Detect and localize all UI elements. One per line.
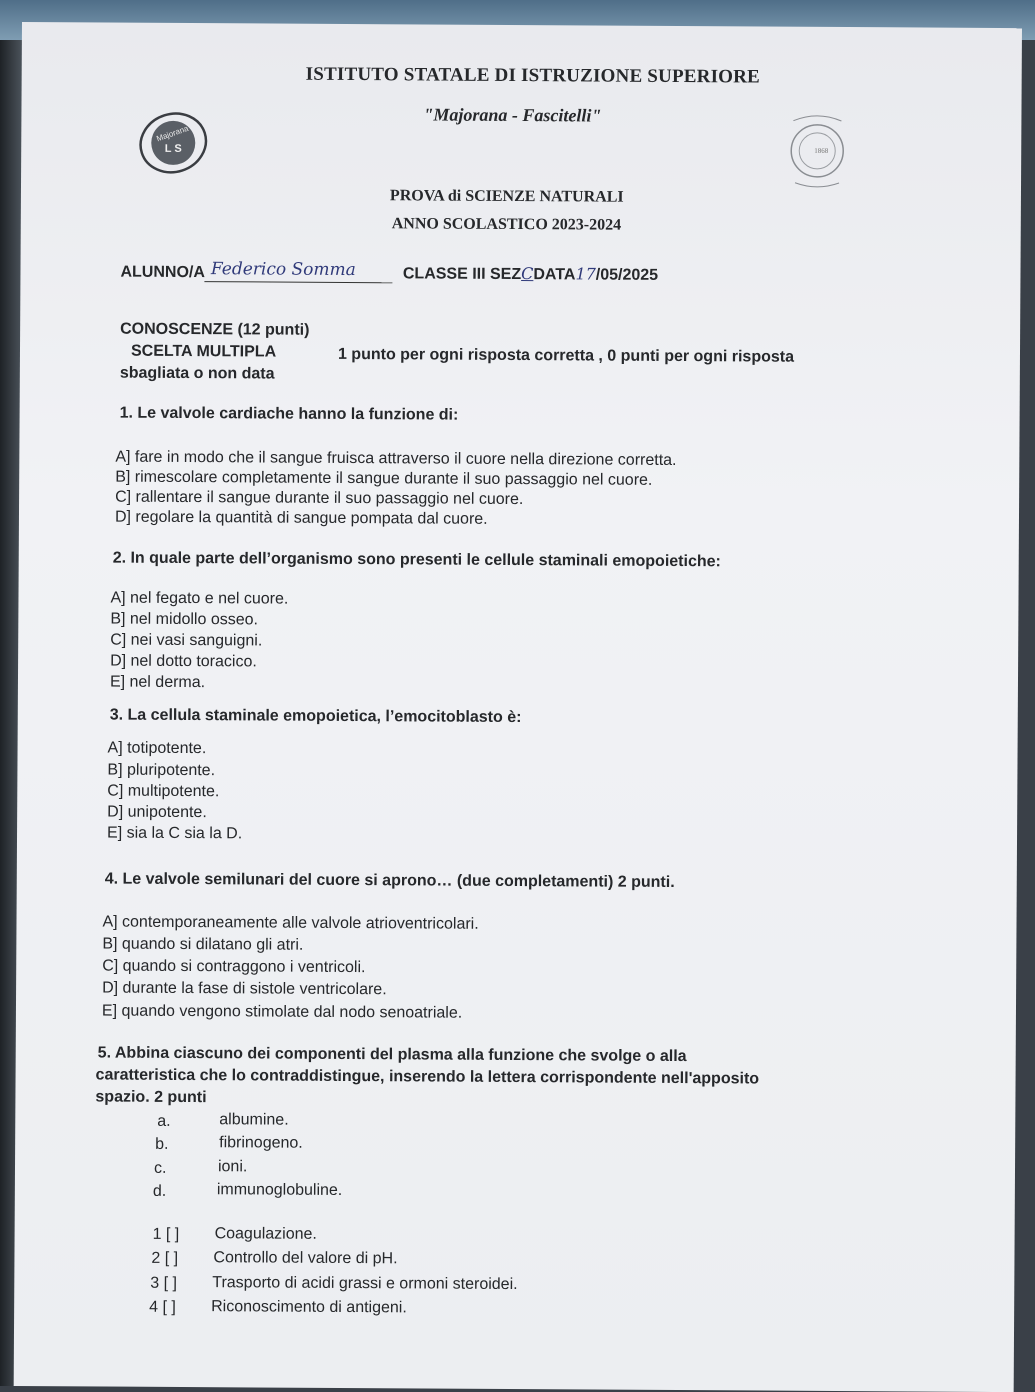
q2-option-d: D] nel dotto toracico.: [110, 652, 257, 671]
school-name: "Majorana - Fascitelli": [423, 104, 602, 126]
section-scoring: 1 punto per ogni risposta corretta , 0 punti per ogni risposta: [337, 345, 795, 366]
question-5-line-3: spazio. 2 punti: [95, 1088, 207, 1107]
section-title: CONOSCENZE (12 punti): [120, 320, 310, 339]
q1-option-d: D] regolare la quantità di sangue pompata dal cuore.: [114, 508, 488, 528]
exam-sheet: [14, 22, 1022, 1392]
function-1-text: Coagulazione.: [214, 1225, 317, 1243]
logo-left-letters: L S: [164, 142, 182, 155]
function-1-bracket: 1 [ ]: [152, 1225, 180, 1243]
function-2-text: Controllo del valore di pH.: [213, 1249, 398, 1268]
section-scoring-cont: sbagliata o non data: [119, 364, 275, 383]
question-3: 3. La cellula staminale emopoietica, l’emocitoblasto è:: [109, 706, 522, 727]
q3-option-b: B] pluripotente.: [107, 761, 216, 780]
question-2: 2. In quale parte dell’organismo sono presenti le cellule staminali emopoietiche:: [112, 549, 721, 571]
function-3-bracket: 3 [ ]: [150, 1274, 178, 1292]
function-2-bracket: 2 [ ]: [151, 1249, 179, 1267]
q2-option-a: A] nel fegato e nel cuore.: [110, 589, 289, 608]
component-letter-d: d.: [152, 1182, 167, 1200]
q1-option-b: B] rimescolare completamente il sangue durante il suo passaggio nel cuore.: [115, 468, 653, 489]
q4-option-d: D] durante la fase di sistole ventricolare.: [102, 979, 387, 999]
school-seal-right: [781, 111, 853, 191]
component-name-b: fibrinogeno.: [219, 1134, 303, 1152]
question-1: 1. Le valvole cardiache hanno la funzione di:: [119, 404, 459, 424]
q3-option-c: C] multipotente.: [107, 782, 220, 801]
school-logo-left: [133, 105, 213, 181]
logo-right-text: 1868: [814, 146, 829, 155]
question-5-line-1: 5. Abbina ciascuno dei componenti del plasma alla funzione che svolge o alla: [97, 1044, 687, 1066]
class-label: CLASSE III SEZ: [402, 265, 522, 284]
component-letter-c: c.: [153, 1159, 167, 1177]
question-5-line-2: caratteristica che lo contraddistingue, inserendo la lettera corrispondente nell'apposito: [95, 1066, 760, 1088]
q2-option-e: E] nel derma.: [109, 673, 206, 692]
date-rest: /05/2025: [595, 266, 659, 284]
function-3-text: Trasporto di acidi grassi e ormoni steroidei.: [212, 1274, 518, 1294]
q4-option-c: C] quando si contraggono i ventricoli.: [102, 957, 366, 977]
section-type: SCELTA MULTIPLA: [130, 342, 277, 361]
student-name-field: [205, 259, 393, 283]
component-name-a: albumine.: [219, 1111, 289, 1129]
date-label: DATA: [533, 266, 576, 284]
student-info-line: [120, 259, 659, 285]
q1-option-a: A] fare in modo che il sangue fruisca attraverso il cuore nella direzione corretta.: [115, 448, 677, 470]
student-label: ALUNNO/A: [120, 263, 205, 282]
q4-option-b: B] quando si dilatano gli atri.: [102, 935, 304, 954]
institute-heading: ISTITUTO STATALE DI ISTRUZIONE SUPERIORE: [305, 63, 761, 88]
component-name-d: immunoglobuline.: [216, 1181, 343, 1199]
q4-option-e: E] quando vengono stimolate dal nodo senoatriale.: [101, 1002, 463, 1022]
date-day-handwritten: 17: [575, 264, 596, 284]
section-handwritten: C: [521, 264, 534, 284]
q1-option-c: C] rallentare il sangue durante il suo passaggio nel cuore.: [115, 488, 524, 509]
component-name-c: ioni.: [217, 1158, 248, 1176]
test-title: PROVA di SCIENZE NATURALI: [389, 187, 624, 206]
logo-left-text: Majorana: [155, 123, 190, 144]
q2-option-c: C] nei vasi sanguigni.: [110, 631, 263, 650]
question-4: 4. Le valvole semilunari del cuore si aprono… (due completamenti) 2 punti.: [104, 870, 675, 892]
school-year: ANNO SCOLASTICO 2023-2024: [391, 215, 622, 234]
q3-option-d: D] unipotente.: [107, 803, 207, 822]
function-4-bracket: 4 [ ]: [149, 1298, 176, 1316]
student-name-handwritten: Federico Somma: [210, 259, 356, 281]
q4-option-a: A] contemporaneamente alle valvole atrioventricolari.: [102, 913, 479, 933]
q2-option-b: B] nel midollo osseo.: [110, 610, 259, 629]
q3-option-e: E] sia la C sia la D.: [106, 824, 243, 843]
function-4-text: Riconoscimento di antigeni.: [211, 1298, 407, 1317]
q3-option-a: A] totipotente.: [107, 739, 207, 758]
component-letter-b: b.: [155, 1135, 169, 1153]
component-letter-a: a.: [157, 1112, 171, 1130]
